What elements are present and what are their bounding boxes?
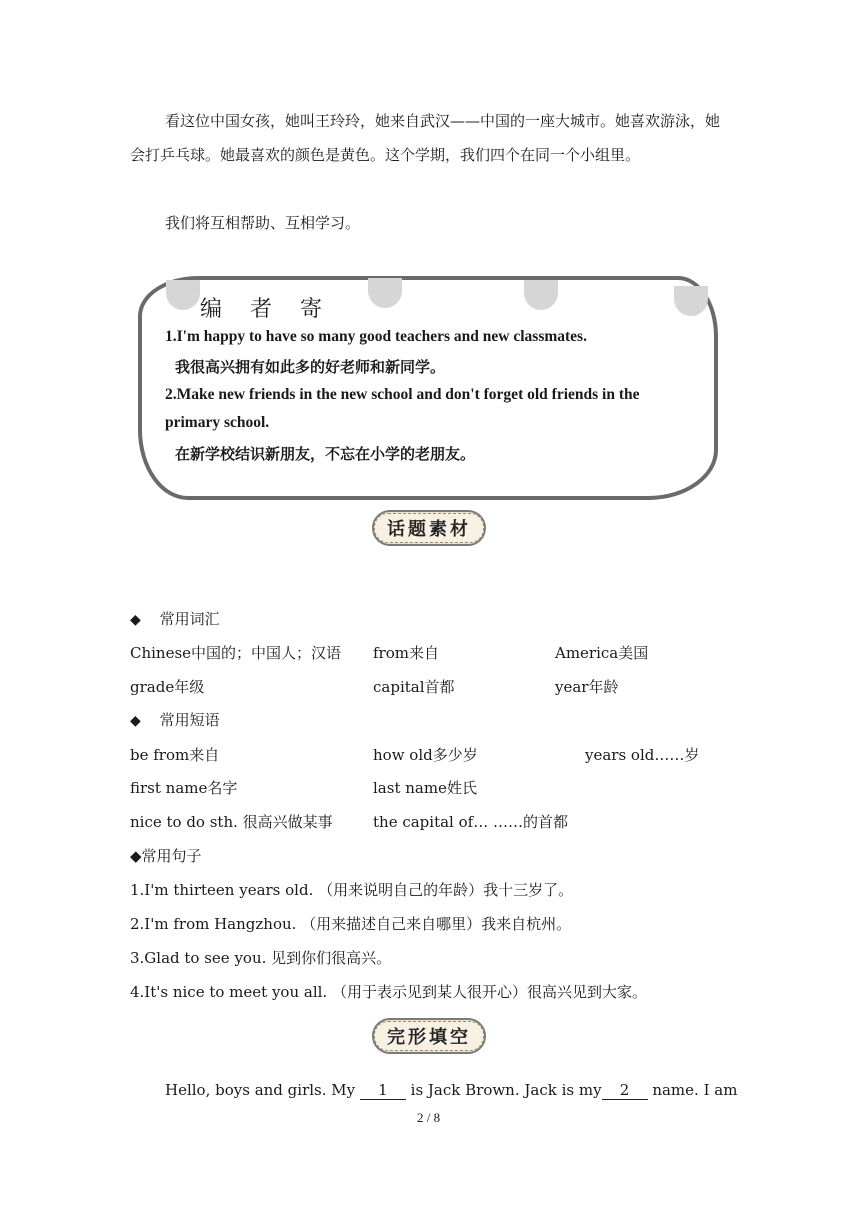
phrase-item: nice to do sth. 很高兴做某事: [130, 813, 333, 831]
diamond-icon: ◆: [130, 713, 141, 729]
intro-paragraph-2: 我们将互相帮助、互相学习。: [165, 214, 361, 232]
decor-bump: [524, 280, 558, 310]
editor-line-2-cn: 在新学校结识新朋友，不忘在小学的老朋友。: [175, 445, 476, 463]
vocab-item: Chinese中国的；中国人；汉语: [130, 644, 342, 662]
vocab-heading: [130, 608, 220, 629]
intro-paragraph-1: 看这位中国女孩，她叫王玲玲，她来自武汉——中国的一座大城市。她喜欢游泳，她会打乒乓球。她最喜欢的颜色是黄色。这个学期，我们四个在同一个小组里。: [130, 112, 721, 164]
phrase-item: last name姓氏: [373, 779, 477, 797]
vocab-item: grade年级: [130, 678, 205, 696]
sentence-item: 2.I'm from Hangzhou. （用来描述自己来自哪里）我来自杭州。: [130, 915, 572, 933]
topic-material-badge: [372, 510, 486, 546]
phrase-item: how old多少岁: [373, 746, 478, 764]
cloze-blank-1: 1: [360, 1081, 406, 1100]
editor-note-title: 编者寄: [200, 297, 351, 322]
phrase-item: be from来自: [130, 746, 220, 764]
vocab-heading-text: 常用词汇: [159, 610, 220, 628]
cloze-blank-2: 2: [602, 1081, 648, 1100]
editor-line-1-en: 1.I'm happy to have so many good teachers and new classmates.: [165, 328, 587, 345]
vocab-item: year年龄: [555, 678, 619, 696]
vocab-item: capital首都: [373, 678, 455, 696]
vocab-item: America美国: [555, 644, 649, 662]
vocab-item: from来自: [373, 644, 439, 662]
sentence-item: 1.I'm thirteen years old. （用来说明自己的年龄）我十三岁了。: [130, 881, 574, 899]
cloze-label: 完形填空: [374, 1021, 484, 1051]
sentences-heading: ◆常用句子: [130, 847, 202, 865]
cloze-text: is Jack Brown. Jack is my: [405, 1081, 602, 1099]
decor-bump: [166, 280, 200, 310]
cloze-text: Hello, boys and girls. My: [165, 1081, 360, 1099]
phrase-item: the capital of… ……的首都: [373, 813, 568, 831]
phrase-item: years old……岁: [585, 746, 700, 764]
sentence-item: 3.Glad to see you. 见到你们很高兴。: [130, 949, 392, 967]
cloze-badge: [372, 1018, 486, 1054]
diamond-icon: ◆: [130, 612, 141, 628]
sentence-item: 4.It's nice to meet you all. （用于表示见到某人很开心）很高兴见到大家。: [130, 983, 647, 1001]
topic-material-label: 话题素材: [374, 513, 484, 543]
decor-bump: [674, 286, 708, 316]
decor-bump: [368, 278, 402, 308]
phrase-item: first name名字: [130, 779, 238, 797]
editor-line-2-en-a: 2.Make new friends in the new school and don't forget old friends in the: [165, 386, 640, 403]
phrases-heading-text: 常用短语: [159, 711, 220, 729]
cloze-passage-line: [165, 1081, 737, 1100]
page-number: 2 / 8: [417, 1110, 441, 1125]
cloze-text: name. I am: [647, 1081, 738, 1099]
phrases-heading: [130, 709, 220, 730]
editor-line-1-cn: 我很高兴拥有如此多的好老师和新同学。: [175, 358, 446, 376]
editor-line-2-en-b: primary school.: [165, 414, 270, 431]
